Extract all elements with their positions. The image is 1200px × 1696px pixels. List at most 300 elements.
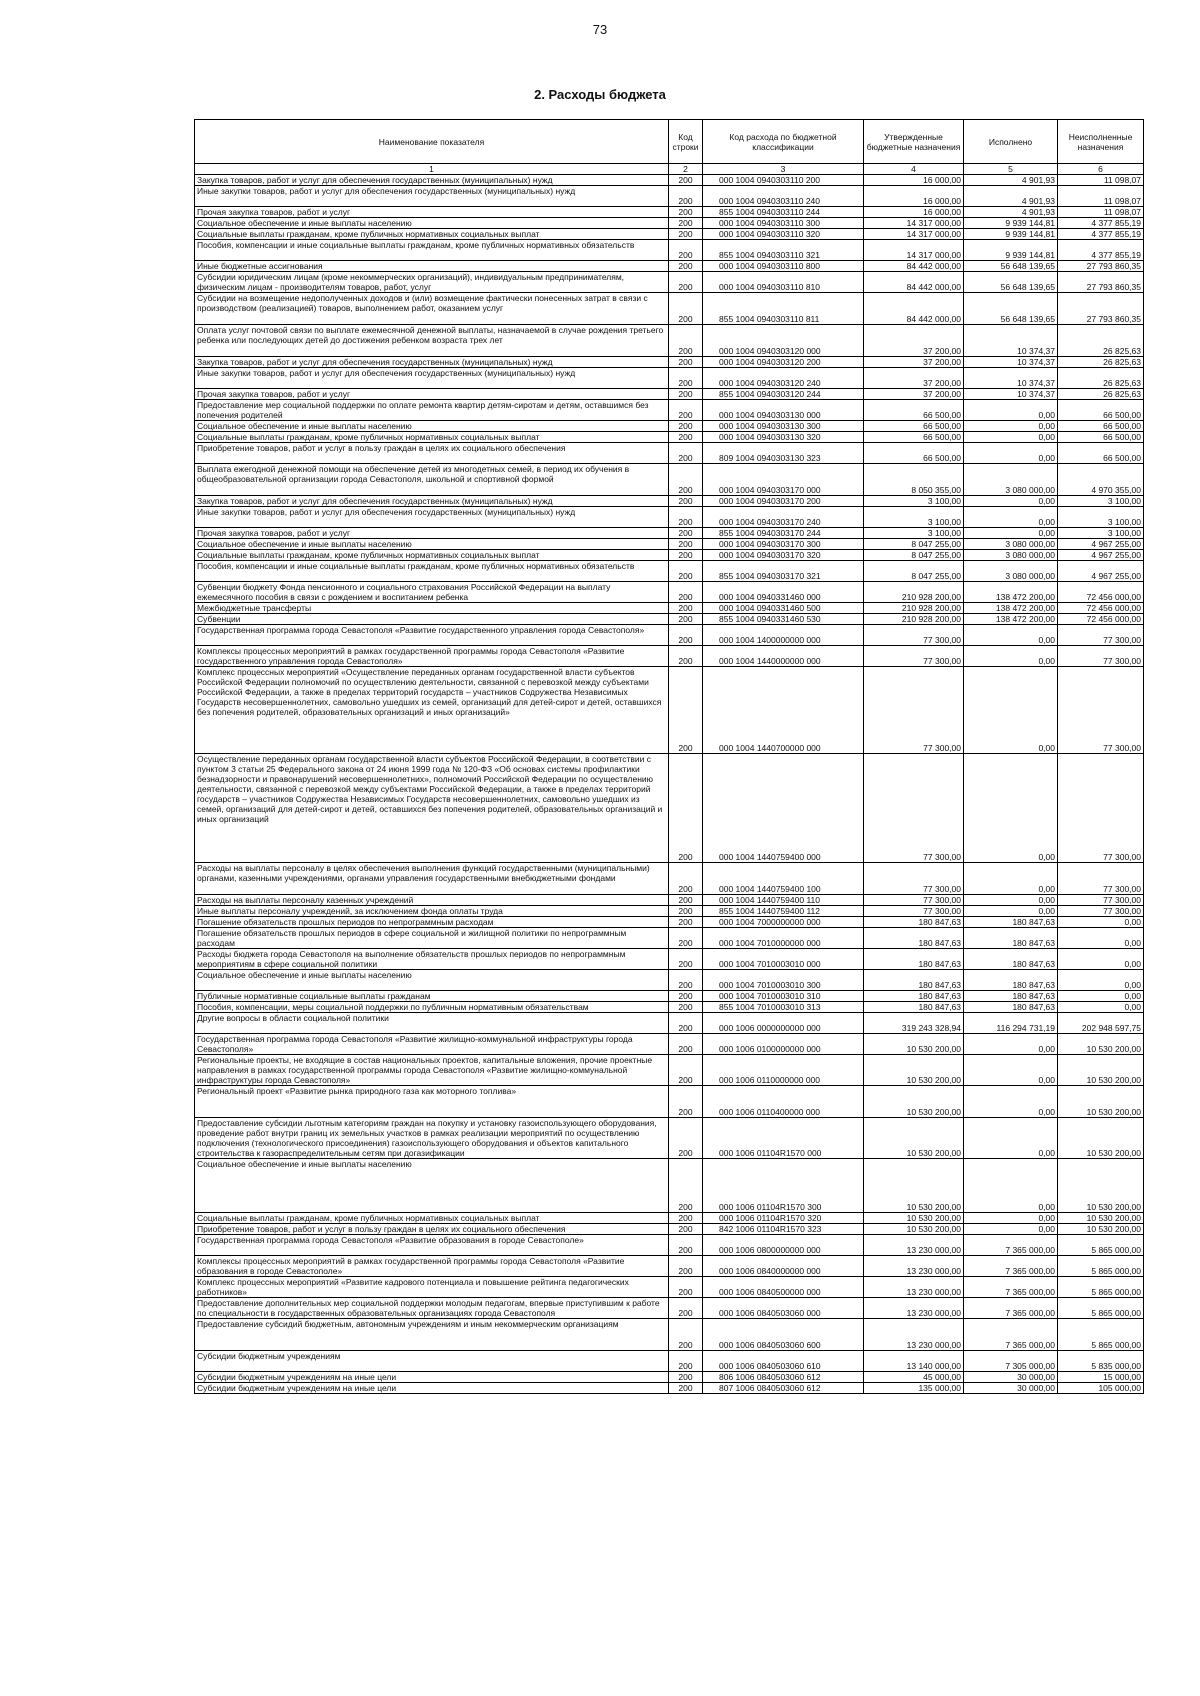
expenses-table [194,119,1144,1394]
executed-amount-cell: 10 374,37 [964,325,1058,357]
executed-amount-cell: 56 648 139,65 [964,261,1058,272]
page-number: 73 [592,22,608,37]
table-row [195,1383,1144,1394]
executed-amount-cell: 4 901,93 [964,175,1058,186]
classification-code-cell: 000 1004 0940303110 800 [703,261,864,272]
remaining-amount-cell: 15 000,00 [1058,1372,1144,1383]
approved-amount-cell: 16 000,00 [864,186,964,207]
row-name-cell: Субсидии бюджетным учреждениям на иные цели [195,1372,669,1383]
row-code-cell: 200 [669,1235,703,1256]
table-row [195,400,1144,421]
executed-amount-cell: 9 939 144,81 [964,229,1058,240]
classification-code-cell: 000 1004 7010000000 000 [703,928,864,949]
table-row [195,443,1144,464]
classification-code-cell: 000 1004 1400000000 000 [703,625,864,646]
executed-amount-cell: 7 365 000,00 [964,1277,1058,1298]
remaining-amount-cell: 11 098,07 [1058,207,1144,218]
classification-code-cell: 000 1004 0940303110 240 [703,186,864,207]
row-name-cell: Субвенции [195,614,669,625]
remaining-amount-cell: 0,00 [1058,928,1144,949]
remaining-amount-cell: 10 530 200,00 [1058,1118,1144,1159]
row-name-cell: Оплата услуг почтовой связи по выплате ежемесячной денежной выплаты, назначаемой в случае рождения третьего ребенка или последующих детей до достижения ребенком возраста трех лет [195,325,669,357]
col-header-row-code: Код строки [669,120,703,164]
approved-amount-cell: 10 530 200,00 [864,1118,964,1159]
executed-amount-cell: 7 365 000,00 [964,1256,1058,1277]
classification-code-cell: 000 1004 0940303170 000 [703,464,864,496]
remaining-amount-cell: 4 967 255,00 [1058,561,1144,582]
classification-code-cell: 000 1004 0940303170 200 [703,496,864,507]
row-code-cell: 200 [669,186,703,207]
approved-amount-cell: 77 300,00 [864,895,964,906]
classification-code-cell: 000 1004 0940303130 300 [703,421,864,432]
row-name-cell: Предоставление мер социальной поддержки по оплате ремонта квартир детям-сиротам и детям, оставшимся без попечения родителей [195,400,669,421]
classification-code-cell: 000 1006 01104R1570 300 [703,1159,864,1213]
row-name-cell: Социальные выплаты гражданам, кроме публичных нормативных социальных выплат [195,229,669,240]
remaining-amount-cell: 5 865 000,00 [1058,1319,1144,1351]
row-name-cell: Государственная программа города Севастополя «Развитие образования в городе Севастополе» [195,1235,669,1256]
col-header-name: Наименование показателя [195,120,669,164]
row-name-cell: Пособия, компенсации, меры социальной поддержки по публичным нормативным обязательствам [195,1002,669,1013]
classification-code-cell: 000 1006 0840500000 000 [703,1277,864,1298]
row-name-cell: Субсидии юридическим лицам (кроме некоммерческих организаций), индивидуальным предпринимателям, физическим лицам - производителям товаров, работ, услуг [195,272,669,293]
table-row [195,528,1144,539]
row-code-cell: 200 [669,357,703,368]
table-row [195,1235,1144,1256]
executed-amount-cell: 0,00 [964,1034,1058,1055]
remaining-amount-cell: 77 300,00 [1058,646,1144,667]
table-row [195,1224,1144,1235]
row-name-cell: Закупка товаров, работ и услуг для обеспечения государственных (муниципальных) нужд [195,496,669,507]
table-row [195,550,1144,561]
row-name-cell: Прочая закупка товаров, работ и услуг [195,389,669,400]
classification-code-cell: 000 1004 0940303110 200 [703,175,864,186]
row-code-cell: 200 [669,561,703,582]
executed-amount-cell: 56 648 139,65 [964,272,1058,293]
row-name-cell: Субвенции бюджету Фонда пенсионного и социального страхования Российской Федерации на выплату ежемесячного пособия в связи с рождением и воспитанием ребенка [195,582,669,603]
remaining-amount-cell: 77 300,00 [1058,863,1144,895]
remaining-amount-cell: 10 530 200,00 [1058,1086,1144,1118]
classification-code-cell: 855 1004 0940303110 811 [703,293,864,325]
remaining-amount-cell: 26 825,63 [1058,389,1144,400]
approved-amount-cell: 66 500,00 [864,421,964,432]
executed-amount-cell: 0,00 [964,1213,1058,1224]
header-row [195,120,1144,164]
executed-amount-cell: 0,00 [964,432,1058,443]
approved-amount-cell: 10 530 200,00 [864,1086,964,1118]
classification-code-cell: 855 1004 0940303110 244 [703,207,864,218]
remaining-amount-cell: 26 825,63 [1058,357,1144,368]
approved-amount-cell: 77 300,00 [864,646,964,667]
table-row [195,1086,1144,1118]
row-code-cell: 200 [669,614,703,625]
col-number: 2 [669,164,703,175]
column-number-row [195,164,1144,175]
row-code-cell: 200 [669,991,703,1002]
classification-code-cell: 000 1004 1440759400 100 [703,863,864,895]
row-name-cell: Публичные нормативные социальные выплаты гражданам [195,991,669,1002]
executed-amount-cell: 3 080 000,00 [964,539,1058,550]
classification-code-cell: 000 1004 0940331460 000 [703,582,864,603]
approved-amount-cell: 37 200,00 [864,325,964,357]
executed-amount-cell: 30 000,00 [964,1383,1058,1394]
row-name-cell: Другие вопросы в области социальной политики [195,1013,669,1034]
row-code-cell: 200 [669,1002,703,1013]
classification-code-cell: 855 1004 0940303170 244 [703,528,864,539]
classification-code-cell: 000 1004 7010003010 300 [703,970,864,991]
row-code-cell: 200 [669,1298,703,1319]
row-name-cell: Социальное обеспечение и иные выплаты населению [195,970,669,991]
table-row [195,218,1144,229]
row-name-cell: Погашение обязательств прошлых периодов по непрограммным расходам [195,917,669,928]
col-number: 4 [864,164,964,175]
approved-amount-cell: 3 100,00 [864,528,964,539]
classification-code-cell: 000 1004 1440700000 000 [703,667,864,754]
remaining-amount-cell: 27 793 860,35 [1058,293,1144,325]
classification-code-cell: 000 1004 0940303120 200 [703,357,864,368]
row-name-cell: Социальные выплаты гражданам, кроме публичных нормативных социальных выплат [195,432,669,443]
executed-amount-cell: 0,00 [964,421,1058,432]
remaining-amount-cell: 26 825,63 [1058,325,1144,357]
classification-code-cell: 000 1004 0940331460 500 [703,603,864,614]
remaining-amount-cell: 77 300,00 [1058,625,1144,646]
executed-amount-cell: 180 847,63 [964,1002,1058,1013]
row-name-cell: Предоставление субсидий бюджетным, автономным учреждениям и иным некоммерческим организациям [195,1319,669,1351]
approved-amount-cell: 180 847,63 [864,970,964,991]
row-name-cell: Социальное обеспечение и иные выплаты населению [195,539,669,550]
remaining-amount-cell: 27 793 860,35 [1058,261,1144,272]
table-row [195,895,1144,906]
classification-code-cell: 000 1004 0940303110 810 [703,272,864,293]
executed-amount-cell: 10 374,37 [964,368,1058,389]
col-header-approved: Утвержденные бюджетные назначения [864,120,964,164]
classification-code-cell: 806 1006 0840503060 612 [703,1372,864,1383]
row-name-cell: Иные бюджетные ассигнования [195,261,669,272]
row-code-cell: 200 [669,539,703,550]
table-row [195,368,1144,389]
remaining-amount-cell: 4 970 355,00 [1058,464,1144,496]
row-code-cell: 200 [669,325,703,357]
approved-amount-cell: 10 530 200,00 [864,1213,964,1224]
row-name-cell: Государственная программа города Севастополя «Развитие жилищно-коммунальной инфраструктуры города Севастополя» [195,1034,669,1055]
table-row [195,1013,1144,1034]
table-row [195,507,1144,528]
row-name-cell: Социальное обеспечение и иные выплаты населению [195,218,669,229]
row-name-cell: Субсидии на возмещение недополученных доходов и (или) возмещение фактически понесенных затрат в связи с производством (реализацией) товаров, выполнением работ, оказанием услуг [195,293,669,325]
row-name-cell: Комплексы процессных мероприятий в рамках государственной программы города Севастополя «Развитие образования в городе Севастополе» [195,1256,669,1277]
row-name-cell: Иные закупки товаров, работ и услуг для обеспечения государственных (муниципальных) нужд [195,507,669,528]
remaining-amount-cell: 5 865 000,00 [1058,1277,1144,1298]
table-row [195,949,1144,970]
remaining-amount-cell: 11 098,07 [1058,186,1144,207]
row-code-cell: 200 [669,667,703,754]
approved-amount-cell: 180 847,63 [864,1002,964,1013]
executed-amount-cell: 0,00 [964,507,1058,528]
table-row [195,970,1144,991]
row-name-cell: Социальные выплаты гражданам, кроме публичных нормативных социальных выплат [195,1213,669,1224]
approved-amount-cell: 10 530 200,00 [864,1034,964,1055]
table-row [195,1055,1144,1086]
approved-amount-cell: 37 200,00 [864,357,964,368]
row-code-cell: 200 [669,949,703,970]
remaining-amount-cell: 5 865 000,00 [1058,1256,1144,1277]
remaining-amount-cell: 0,00 [1058,991,1144,1002]
table-row [195,667,1144,754]
executed-amount-cell: 138 472 200,00 [964,614,1058,625]
classification-code-cell: 000 1006 0800000000 000 [703,1235,864,1256]
row-name-cell: Осуществление переданных органам государственной власти субъектов Российской Федерации, в соответствии с пунктом 3 статьи 25 Федерального закона от 24 июня 1999 года № 120-ФЗ «Об основах системы профилактики безнадзорности и правонарушений несовершеннолетних», полномочий Российской Федерации по осуществлению деятельности, связанной с перевозкой между субъектами Российской Федерации, а также в пределах территорий государств – участников Содружества Независимых Государств несовершеннолетних, самовольно ушедших из семей, организаций для детей-сирот и детей, оставшихся без попечения родителей, образовательных организаций и иных организаций [195,754,669,863]
executed-amount-cell: 0,00 [964,754,1058,863]
row-code-cell: 200 [669,970,703,991]
table-row [195,1034,1144,1055]
approved-amount-cell: 8 047 255,00 [864,550,964,561]
executed-amount-cell: 3 080 000,00 [964,464,1058,496]
row-code-cell: 200 [669,1372,703,1383]
classification-code-cell: 000 1006 0110000000 000 [703,1055,864,1086]
executed-amount-cell: 0,00 [964,528,1058,539]
approved-amount-cell: 8 047 255,00 [864,539,964,550]
classification-code-cell: 855 1004 0940303170 321 [703,561,864,582]
col-header-executed: Исполнено [964,120,1058,164]
approved-amount-cell: 8 047 255,00 [864,561,964,582]
classification-code-cell: 000 1006 01104R1570 320 [703,1213,864,1224]
row-code-cell: 200 [669,368,703,389]
executed-amount-cell: 7 365 000,00 [964,1298,1058,1319]
classification-code-cell: 000 1004 0940303170 300 [703,539,864,550]
table-row [195,1298,1144,1319]
row-code-cell: 200 [669,507,703,528]
table-row [195,614,1144,625]
row-code-cell: 200 [669,1034,703,1055]
row-name-cell: Иные выплаты персоналу учреждений, за исключением фонда оплаты труда [195,906,669,917]
table-row [195,603,1144,614]
remaining-amount-cell: 77 300,00 [1058,754,1144,863]
table-row [195,325,1144,357]
table-row [195,582,1144,603]
executed-amount-cell: 30 000,00 [964,1372,1058,1383]
approved-amount-cell: 210 928 200,00 [864,603,964,614]
executed-amount-cell: 0,00 [964,1055,1058,1086]
approved-amount-cell: 13 230 000,00 [864,1277,964,1298]
row-name-cell: Приобретение товаров, работ и услуг в пользу граждан в целях их социального обеспечения [195,1224,669,1235]
classification-code-cell: 000 1004 0940303130 320 [703,432,864,443]
classification-code-cell: 855 1004 0940303110 321 [703,240,864,261]
row-code-cell: 200 [669,625,703,646]
approved-amount-cell: 66 500,00 [864,432,964,443]
col-number: 3 [703,164,864,175]
row-name-cell: Расходы на выплаты персоналу казенных учреждений [195,895,669,906]
row-code-cell: 200 [669,443,703,464]
executed-amount-cell: 4 901,93 [964,207,1058,218]
approved-amount-cell: 84 442 000,00 [864,272,964,293]
classification-code-cell: 000 1004 1440759400 110 [703,895,864,906]
row-name-cell: Закупка товаров, работ и услуг для обеспечения государственных (муниципальных) нужд [195,357,669,368]
executed-amount-cell: 180 847,63 [964,949,1058,970]
remaining-amount-cell: 26 825,63 [1058,368,1144,389]
executed-amount-cell: 7 365 000,00 [964,1319,1058,1351]
table-row [195,357,1144,368]
classification-code-cell: 855 1004 0940303120 244 [703,389,864,400]
executed-amount-cell: 0,00 [964,1159,1058,1213]
row-name-cell: Предоставление субсидии льготным категориям граждан на покупку и установку газоиспользующего оборудования, проведение работ внутри границ их земельных участков в рамках реализации мероприятий по осуществлению подключения (технологического присоединения) газоиспользующего оборудования и объектов капитального строительства к газораспределительным сетям при догазификации [195,1118,669,1159]
remaining-amount-cell: 27 793 860,35 [1058,272,1144,293]
row-code-cell: 200 [669,550,703,561]
remaining-amount-cell: 202 948 597,75 [1058,1013,1144,1034]
row-name-cell: Региональные проекты, не входящие в состав национальных проектов, капитальные вложения, прочие проектные направления в рамках государственной программы города Севастополя «Развитие жилищно-коммунальной инфраструктуры города Севастополя» [195,1055,669,1086]
approved-amount-cell: 77 300,00 [864,863,964,895]
approved-amount-cell: 10 530 200,00 [864,1055,964,1086]
classification-code-cell: 000 1004 0940303130 000 [703,400,864,421]
approved-amount-cell: 3 100,00 [864,496,964,507]
classification-code-cell: 000 1004 7010003010 310 [703,991,864,1002]
table-row [195,186,1144,207]
row-code-cell: 200 [669,175,703,186]
approved-amount-cell: 210 928 200,00 [864,614,964,625]
row-code-cell: 200 [669,1213,703,1224]
table-row [195,1002,1144,1013]
approved-amount-cell: 84 442 000,00 [864,293,964,325]
executed-amount-cell: 0,00 [964,667,1058,754]
table-row [195,293,1144,325]
classification-code-cell: 855 1004 0940331460 530 [703,614,864,625]
section-title: 2. Расходы бюджета [534,87,666,102]
table-row [195,754,1144,863]
executed-amount-cell: 7 365 000,00 [964,1235,1058,1256]
executed-amount-cell: 0,00 [964,400,1058,421]
approved-amount-cell: 3 100,00 [864,507,964,528]
remaining-amount-cell: 11 098,07 [1058,175,1144,186]
remaining-amount-cell: 4 377 855,19 [1058,218,1144,229]
table-row [195,1372,1144,1383]
executed-amount-cell: 0,00 [964,625,1058,646]
row-name-cell: Иные закупки товаров, работ и услуг для обеспечения государственных (муниципальных) нужд [195,368,669,389]
col-number: 6 [1058,164,1144,175]
executed-amount-cell: 9 939 144,81 [964,218,1058,229]
table-body [195,175,1144,1394]
remaining-amount-cell: 10 530 200,00 [1058,1055,1144,1086]
row-code-cell: 200 [669,917,703,928]
remaining-amount-cell: 3 100,00 [1058,528,1144,539]
approved-amount-cell: 13 140 000,00 [864,1351,964,1372]
remaining-amount-cell: 105 000,00 [1058,1383,1144,1394]
row-code-cell: 200 [669,240,703,261]
remaining-amount-cell: 3 100,00 [1058,507,1144,528]
classification-code-cell: 000 1004 0940303120 000 [703,325,864,357]
row-code-cell: 200 [669,1383,703,1394]
approved-amount-cell: 77 300,00 [864,667,964,754]
table-row [195,496,1144,507]
executed-amount-cell: 4 901,93 [964,186,1058,207]
classification-code-cell: 000 1006 0840000000 000 [703,1256,864,1277]
row-code-cell: 200 [669,1351,703,1372]
approved-amount-cell: 84 442 000,00 [864,261,964,272]
remaining-amount-cell: 0,00 [1058,1002,1144,1013]
approved-amount-cell: 66 500,00 [864,443,964,464]
executed-amount-cell: 10 374,37 [964,389,1058,400]
classification-code-cell: 000 1004 1440000000 000 [703,646,864,667]
row-name-cell: Комплекс процессных мероприятий «Осуществление переданных органам государственной власти субъектов Российской Федерации полномочий по осуществлению деятельности, связанной с перевозкой между субъектами Российской Федерации, а также в пределах территорий государств – участников Содружества Независимых Государств несовершеннолетних, самовольно ушедших из семей, организаций для детей-сирот и детей, оставшихся без попечения родителей, образовательных организаций и иных организаций» [195,667,669,754]
approved-amount-cell: 135 000,00 [864,1383,964,1394]
remaining-amount-cell: 66 500,00 [1058,443,1144,464]
remaining-amount-cell: 72 456 000,00 [1058,582,1144,603]
executed-amount-cell: 138 472 200,00 [964,582,1058,603]
remaining-amount-cell: 0,00 [1058,917,1144,928]
row-code-cell: 200 [669,496,703,507]
executed-amount-cell: 180 847,63 [964,917,1058,928]
row-code-cell: 200 [669,229,703,240]
approved-amount-cell: 13 230 000,00 [864,1319,964,1351]
row-code-cell: 200 [669,1159,703,1213]
classification-code-cell: 000 1004 0940303120 240 [703,368,864,389]
row-code-cell: 200 [669,293,703,325]
row-name-cell: Погашение обязательств прошлых периодов в сфере социальной и жилищной политики по непрограммным расходам [195,928,669,949]
table-row [195,229,1144,240]
approved-amount-cell: 45 000,00 [864,1372,964,1383]
remaining-amount-cell: 66 500,00 [1058,400,1144,421]
col-number: 5 [964,164,1058,175]
executed-amount-cell: 0,00 [964,863,1058,895]
table-row [195,389,1144,400]
executed-amount-cell: 3 080 000,00 [964,561,1058,582]
classification-code-cell: 807 1006 0840503060 612 [703,1383,864,1394]
approved-amount-cell: 16 000,00 [864,207,964,218]
row-code-cell: 200 [669,464,703,496]
executed-amount-cell: 56 648 139,65 [964,293,1058,325]
row-name-cell: Субсидии бюджетным учреждениям [195,1351,669,1372]
executed-amount-cell: 7 305 000,00 [964,1351,1058,1372]
classification-code-cell: 000 1004 1440759400 000 [703,754,864,863]
row-code-cell: 200 [669,389,703,400]
table-row [195,561,1144,582]
classification-code-cell: 000 1004 0940303110 300 [703,218,864,229]
remaining-amount-cell: 4 967 255,00 [1058,550,1144,561]
approved-amount-cell: 14 317 000,00 [864,240,964,261]
approved-amount-cell: 13 230 000,00 [864,1298,964,1319]
row-name-cell: Комплекс процессных мероприятий «Развитие кадрового потенциала и повышение рейтинга педагогических работников» [195,1277,669,1298]
row-name-cell: Государственная программа города Севастополя «Развитие государственного управления города Севастополя» [195,625,669,646]
row-code-cell: 200 [669,646,703,667]
executed-amount-cell: 3 080 000,00 [964,550,1058,561]
row-code-cell: 200 [669,1118,703,1159]
row-code-cell: 200 [669,421,703,432]
row-name-cell: Прочая закупка товаров, работ и услуг [195,207,669,218]
approved-amount-cell: 180 847,63 [864,949,964,970]
table-row [195,1159,1144,1213]
remaining-amount-cell: 10 530 200,00 [1058,1159,1144,1213]
approved-amount-cell: 37 200,00 [864,389,964,400]
row-code-cell: 200 [669,582,703,603]
approved-amount-cell: 77 300,00 [864,906,964,917]
executed-amount-cell: 180 847,63 [964,970,1058,991]
table-row [195,1118,1144,1159]
row-name-cell: Межбюджетные трансферты [195,603,669,614]
remaining-amount-cell: 66 500,00 [1058,421,1144,432]
row-code-cell: 200 [669,1086,703,1118]
classification-code-cell: 000 1004 0940303110 320 [703,229,864,240]
row-code-cell: 200 [669,1277,703,1298]
row-name-cell: Расходы на выплаты персоналу в целях обеспечения выполнения функций государственными (муниципальными) органами, казенными учреждениями, органами управления государственными внебюджетными фондами [195,863,669,895]
remaining-amount-cell: 77 300,00 [1058,895,1144,906]
col-number: 1 [195,164,669,175]
approved-amount-cell: 16 000,00 [864,175,964,186]
remaining-amount-cell: 5 865 000,00 [1058,1235,1144,1256]
row-code-cell: 200 [669,1256,703,1277]
approved-amount-cell: 180 847,63 [864,928,964,949]
col-header-classification: Код расхода по бюджетной классификации [703,120,864,164]
remaining-amount-cell: 5 835 000,00 [1058,1351,1144,1372]
remaining-amount-cell: 4 377 855,19 [1058,240,1144,261]
table-row [195,1351,1144,1372]
classification-code-cell: 000 1006 0000000000 000 [703,1013,864,1034]
